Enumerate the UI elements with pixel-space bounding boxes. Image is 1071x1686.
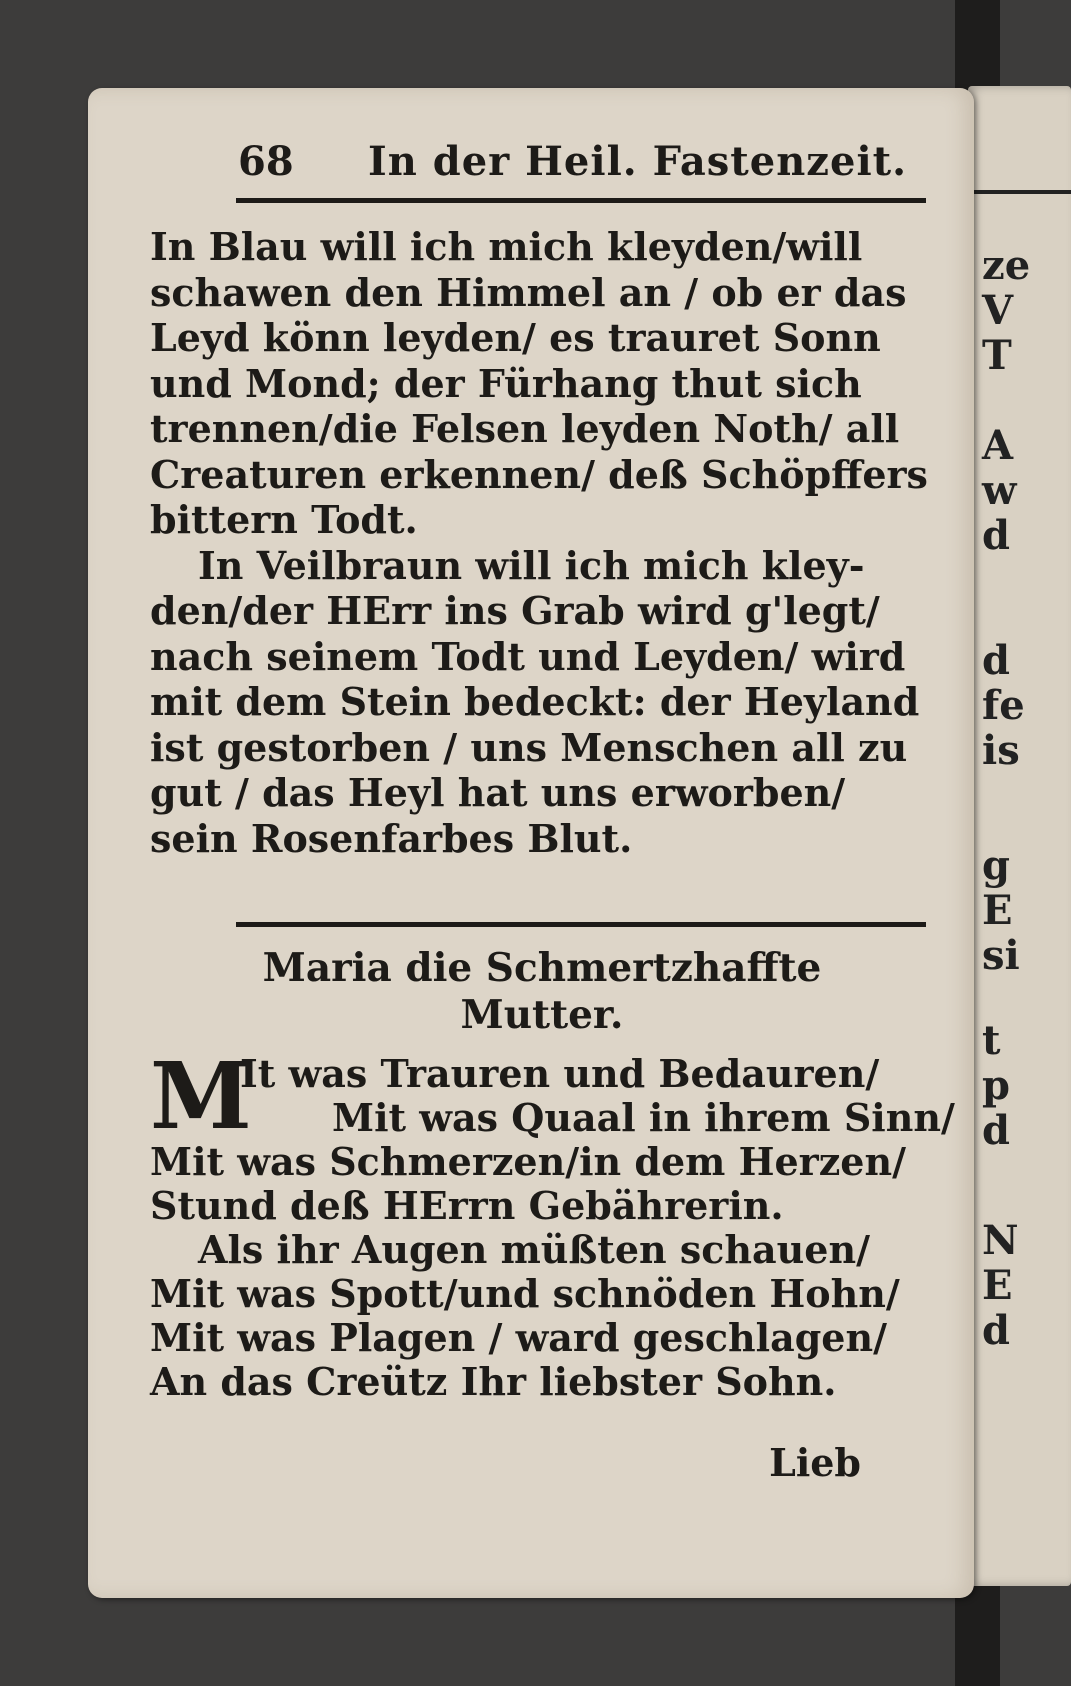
poem-line: Mit was Plagen / ward geschlagen/ [150, 1315, 887, 1360]
header-rule [236, 198, 926, 203]
hymn-text [150, 224, 928, 861]
text-line: sein Rosenfarbes Blut. [150, 815, 633, 861]
facing-page-fragment: T [982, 332, 1012, 379]
facing-page-fragment: N [982, 1217, 1019, 1264]
text-line: Creaturen erkennen/ deß Schöpffers [150, 451, 928, 497]
facing-page-fragment: d [982, 512, 1010, 559]
text-line: nach seinem Todt und Leyden/ wird [150, 633, 906, 679]
facing-page-fragment: A [982, 422, 1014, 469]
facing-page-fragment: E [982, 887, 1013, 934]
page-header [238, 138, 1018, 198]
text-line: bittern Todt. [150, 497, 418, 542]
facing-page-fragment: d [982, 637, 1010, 684]
section-rule [236, 922, 926, 927]
poem-line: Mit was Spott/und schnöden Hohn/ [150, 1271, 900, 1316]
poem-text [150, 1140, 906, 1404]
facing-page-fragment: g [982, 842, 1010, 889]
text-line: Leyd könn leyden/ es trauret Sonn [150, 315, 881, 360]
facing-page-fragment: p [982, 1062, 1010, 1109]
text-line: mit dem Stein bedeckt: der Heyland [150, 679, 920, 724]
facing-page-fragment: V [982, 287, 1014, 334]
facing-page-fragment: w [982, 467, 1017, 514]
facing-page-fragment: fe [982, 682, 1025, 729]
poem-line: Als ihr Augen müßten schauen/ [198, 1227, 870, 1272]
facing-page-fragment: is [982, 727, 1020, 774]
text-line: gut / das Heyl hat uns erworben/ [150, 770, 846, 815]
text-line: schawen den Himmel an / ob er das [150, 269, 907, 315]
facing-page-fragment: t [982, 1017, 1001, 1064]
poem-line: It was Trauren und Bedauren/ [240, 1051, 880, 1096]
drop-cap: M [150, 1042, 252, 1150]
facing-page-edge [968, 86, 1071, 1586]
running-head: In der Heil. Fastenzeit. [368, 138, 908, 185]
facing-page-fragment: d [982, 1307, 1010, 1354]
catchword: Lieb [769, 1440, 861, 1485]
facing-page-fragment: d [982, 1107, 1010, 1154]
text-line: In Blau will ich mich kleyden/will [150, 224, 863, 269]
facing-page-fragment: ze [982, 242, 1031, 289]
section-title: Maria die Schmertzhaffte [262, 945, 822, 991]
section-title-continued: Mutter. [460, 992, 624, 1038]
poem-line: Mit was Quaal in ihrem Sinn/ [332, 1095, 955, 1140]
facing-page-fragment: si [982, 932, 1020, 979]
poem-line: Stund deß HErrn Gebährerin. [150, 1183, 784, 1228]
poem-opening-lines [240, 1052, 955, 1140]
page-number: 68 [238, 138, 294, 185]
poem-line: Mit was Schmerzen/in dem Herzen/ [150, 1139, 906, 1184]
text-line: ist gestorben / uns Menschen all zu [150, 724, 908, 770]
text-line: den/der HErr ins Grab wird g'legt/ [150, 588, 880, 633]
poem-line: An das Creütz Ihr liebster Sohn. [150, 1359, 837, 1404]
facing-page-fragment: E [982, 1262, 1013, 1309]
text-line: trennen/die Felsen leyden Noth/ all [150, 406, 900, 451]
text-line: und Mond; der Fürhang thut sich [150, 360, 862, 406]
text-line: In Veilbraun will ich mich kley- [198, 542, 865, 588]
